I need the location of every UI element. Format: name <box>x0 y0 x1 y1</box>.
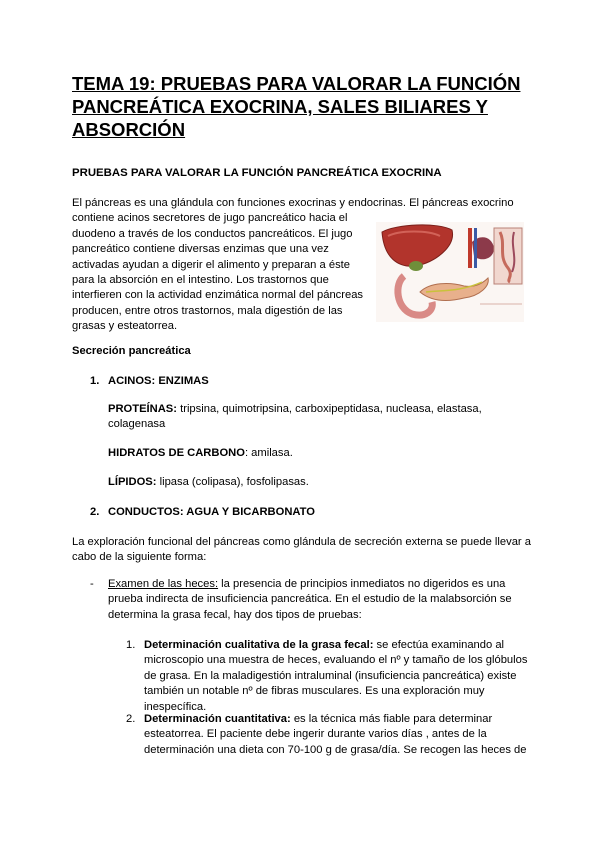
carbs-label: HIDRATOS DE CARBONO <box>108 447 245 459</box>
exploration-paragraph: La exploración funcional del páncreas como glándula de secreción externa se puede llevar a cabo de la siguiente forma: <box>72 536 531 564</box>
feces-exam-label: Examen de las heces: <box>108 578 219 590</box>
test-number: 1. <box>126 639 136 651</box>
test-text: es la técnica más fiable para determinar esteatorrea. El paciente debe ingerir durante varios días , antes de la determinación una dieta con 70-100 g de grasa/día. Se recogen las heces de <box>144 713 527 756</box>
pancreas-anatomy-illustration <box>376 222 524 322</box>
feces-exam-text: la presencia de principios inmediatos no digeridos es una prueba indirecta de insuficiencia pancreática. En el estudio de la malabsorción se determina la grasa fecal, hay dos tipos de pruebas: <box>108 578 512 621</box>
proteins-paragraph <box>108 402 528 433</box>
test-number: 2. <box>126 713 136 725</box>
document-title: TEMA 19: PRUEBAS PARA VALORAR LA FUNCIÓN PANCREÁTICA EXOCRINA, SALES BILIARES Y ABSORCIÓN <box>72 73 521 140</box>
lipids-label: LÍPIDOS: <box>108 476 157 488</box>
intro-paragraph: contiene acinos secretores de jugo pancreático hacia el duodeno a través de los conductos pancreáticos. El jugo pancreático contiene diversas enzimas que una vez activadas ayudan a digerir el alimento y preparan a éste para la absorción en el intestino. Los trastornos que interfieren con la actividad enzimática normal del páncreas producen, entre otros trastornos, mala digestión de las grasas y esteatorrea. <box>72 212 364 333</box>
proteins-text: tripsina, quimotripsina, carboxipeptidasa, nucleasa, elastasa, colagenasa <box>108 403 482 431</box>
test-item-quantitative <box>126 712 530 758</box>
dash-bullet: - <box>90 578 94 590</box>
carbs-paragraph <box>108 446 528 461</box>
lipids-paragraph <box>108 475 528 490</box>
feces-exam-item <box>90 577 530 623</box>
subheading-secrecion: Secreción pancreática <box>72 345 191 357</box>
list-item-acinos <box>90 375 209 387</box>
list-number: 2. <box>90 506 100 518</box>
test-text: se efectúa examinando al microscopio una muestra de heces, evaluando el nº y tamaño de los glóbulos de grasa. En la maladigestión intraluminal (insuficiencia pancreática) existe también un notable nº de fibras musculares. Es una exploración muy inespecífica. <box>144 639 528 713</box>
list-item-conductos <box>90 506 315 518</box>
test-item-qualitative <box>126 638 530 715</box>
list-number: 1. <box>90 375 100 387</box>
carbs-text: : amilasa. <box>244 447 293 459</box>
intro-first-line: El páncreas es una glándula con funciones exocrinas y endocrinas. El páncreas exocrino <box>72 197 514 209</box>
section-heading: PRUEBAS PARA VALORAR LA FUNCIÓN PANCREÁTICA EXOCRINA <box>72 167 442 179</box>
list-label: ACINOS: ENZIMAS <box>108 375 209 387</box>
lipids-text: lipasa (colipasa), fosfolipasas. <box>156 476 309 488</box>
test-label: Determinación cuantitativa: <box>144 713 291 725</box>
list-label: CONDUCTOS: AGUA Y BICARBONATO <box>108 506 315 518</box>
proteins-label: PROTEÍNAS: <box>108 403 177 415</box>
pancreas-anatomy-icon <box>376 222 524 322</box>
test-label: Determinación cualitativa de la grasa fecal: <box>144 639 374 651</box>
